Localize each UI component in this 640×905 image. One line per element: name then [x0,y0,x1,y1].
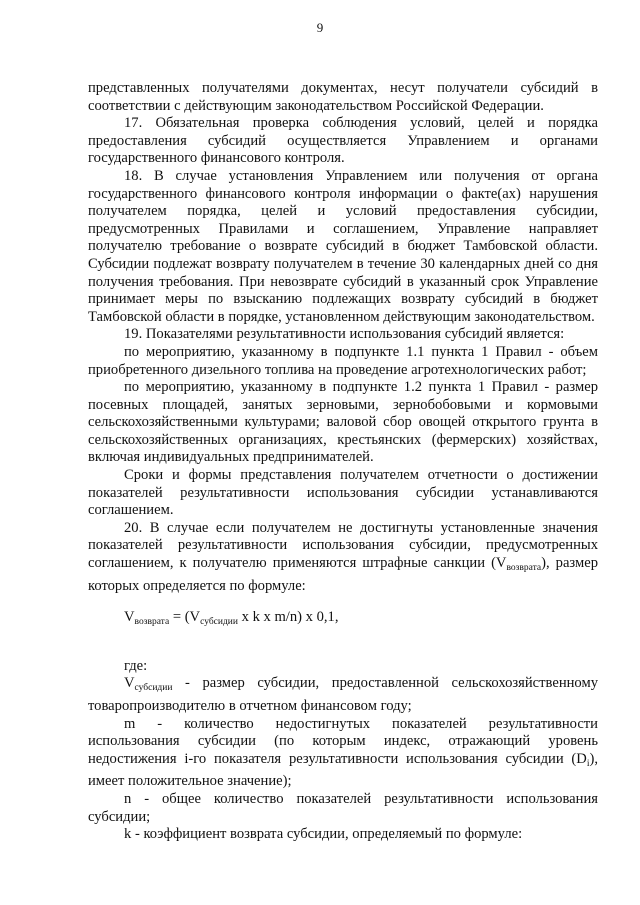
paragraph-continuation: представленных получателями документах, несут получатели субсидий в соответствии с действующим законодательством Российской Федерации. [88,80,598,114]
paragraph-17: 17. Обязательная проверка соблюдения условий, целей и порядка предоставления субсидий осуществляется Управлением и органами государственного финансового контроля. [88,115,598,167]
paragraph-18: 18. В случае установления Управлением или получения от органа государственного финансового контроля информации о факте(ах) нарушения получателем порядка, целей и условий предоставления субсидии, предусмотренных Правилами и соглашением, Управление направляет получателю требование о возврате субсидий в бюджет Тамбовской области. Субсидии подлежат возврату получателем в течение 30 календарных дней со дня получения требования. При невозврате субсидий в указанный срок Управление принимает меры по взысканию подлежащих возврату субсидий в бюджет Тамбовской области в порядке, установленном действующим законодательством. [88,167,598,325]
definition-v-symbol: V [124,675,135,692]
paragraph-20-subscript: возврата [506,563,542,574]
formula-lhs-subscript: возврата [134,617,170,628]
definition-k: k - коэффициент возврата субсидии, определяемый по формуле: [124,826,523,843]
paragraph-19-item-2: по мероприятию, указанному в подпункте 1.2 пункта 1 Правил - размер посевных площадей, занятых зерновыми, зернобобовыми и кормовыми сельскохозяйственными культурами; валовой сбор овощей открытого грунта в сельскохозяйственных организациях, крестьянских (фермерских) хозяйствах, включая индивидуальных предпринимателей. [88,379,598,466]
document-body [88,80,598,844]
formula-rhs: x k x m/n) x 0,1, [237,609,339,626]
paragraph-19-reporting: Сроки и формы представления получателем отчетности о достижении показателей результативности использования субсидии устанавливаются соглашением. [88,467,598,519]
paragraph-19-item-1: по мероприятию, указанному в подпункте 1.1 пункта 1 Правил - объем приобретенного дизельного топлива на проведение агротехнологических работ; [88,343,598,378]
definition-m [88,716,598,791]
where-label: где: [124,657,148,674]
definition-n: n - общее количество показателей результативности использования субсидии; [88,790,598,825]
paragraph-20-text: 20. В случае если получателем не достигнуты установленные значения показателей результативности использования субсидии, предусмотренных соглашением, к получателю применяются штрафные санкции (V [88,519,598,572]
paragraph-20-end: ), размер которых определяется по формуле: [88,555,599,594]
paragraph-20 [88,520,598,595]
formula-eq: = (V [169,609,201,626]
penalty-formula [88,609,598,632]
definition-v-subscript: субсидии [134,683,173,694]
definition-m-subscript: i [586,758,590,769]
definition-v-text: - размер субсидии, предоставленной сельскохозяйственному товаропроизводителю в отчетном финансовом году; [88,675,598,714]
formula-rhs-subscript: субсидии [200,617,238,628]
definition-m-text: m - количество недостигнутых показателей результативности использования субсидии (по которым индекс, отражающий уровень недостижения i-го показателя результативности использования субсидии (D [88,715,598,767]
definition-m-end: ), имеет положительное значение); [88,750,598,790]
paragraph-19: 19. Показателями результативности использования субсидий является: [124,326,565,343]
definition-v [88,675,598,715]
formula-lhs: V [124,609,135,626]
page-number: 9 [316,20,324,35]
